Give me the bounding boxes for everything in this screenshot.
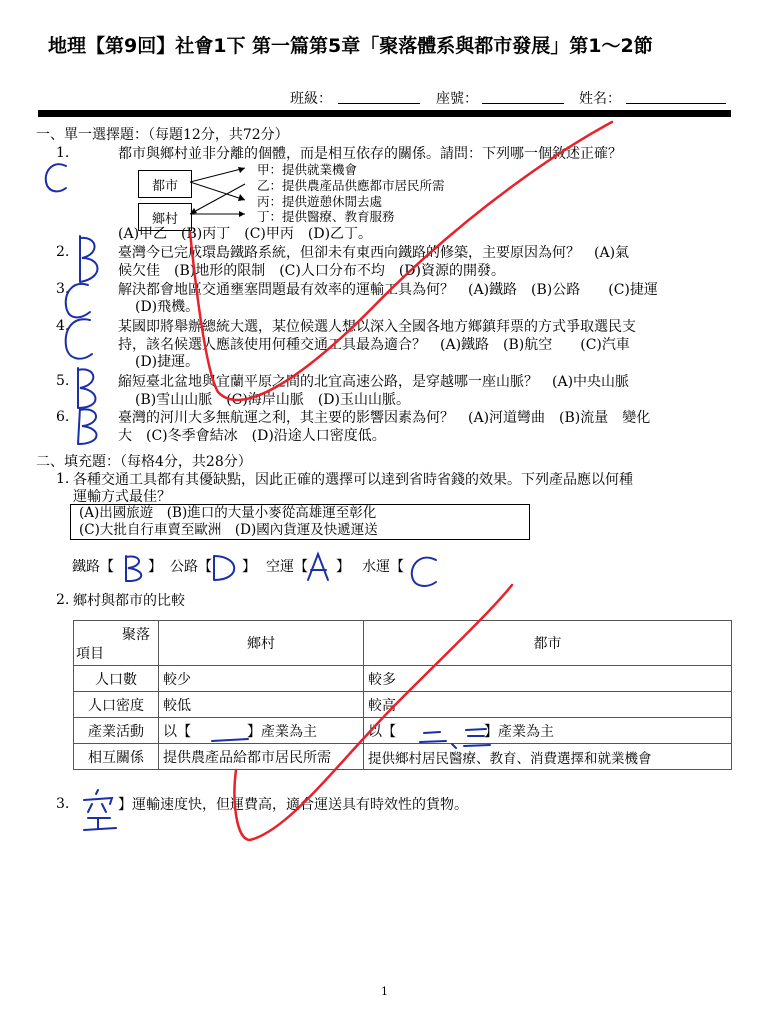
diagram-item-ding: 丁：提供醫療、教育服務 <box>257 209 395 224</box>
handwritten-answer-primary <box>212 739 248 741</box>
seat-label: 座號： <box>436 91 478 107</box>
corner-header-item: 項目 <box>76 646 104 662</box>
fill-air-label: 空運【 <box>266 559 308 575</box>
urban-cell: 提供鄉村居民醫療、教育、消費選擇和就業機會 <box>364 744 732 770</box>
corner-header-settlement: 聚落 <box>122 627 150 643</box>
handwritten-answer-q2 <box>80 236 98 282</box>
urban-cell: 較多 <box>364 666 732 692</box>
fill-q2-number: 2. <box>56 592 70 608</box>
q4-number: 4. <box>56 318 70 334</box>
q3-line1: 解決都會地區交通壅塞問題最有效率的運輸工具為何？ (A)鐵路 (B)公路 (C)捷運 <box>118 282 658 298</box>
q5-line1: 縮短臺北盆地與宜蘭平原之間的北宜高速公路，是穿越哪一座山脈？ (A)中央山脈 <box>118 374 630 390</box>
diagram-city-box: 都市 <box>138 170 192 198</box>
fill-q3-number: 3. <box>56 796 70 812</box>
urban-industry-pre: 以【 <box>368 723 396 740</box>
q6-number: 6. <box>56 409 70 425</box>
diagram-village-box: 鄉村 <box>138 203 192 231</box>
handwritten-answer-q1 <box>46 164 66 191</box>
urban-industry-post: 】產業為主 <box>484 723 554 740</box>
handwritten-answer-q3 <box>66 284 90 317</box>
fill-q1-option-line2: (C)大批自行車賣至歐洲 (D)國內貨運及快遞運送 <box>79 522 378 538</box>
section1-heading: 一、單一選擇題：（每題12分，共72分） <box>36 127 289 143</box>
fill-road-close: 】 <box>242 559 256 575</box>
q1-options: (A)甲乙 (B)丙丁 (C)甲丙 (D)乙丁。 <box>118 226 373 242</box>
q1-text: 都市與鄉村並非分離的個體，而是相互依存的關係。請問：下列哪一個敘述正確？ <box>118 146 622 162</box>
fill-q2-text: 鄉村與都市的比較 <box>73 593 185 609</box>
q5-line2: (B)雪山山脈 (C)海岸山脈 (D)玉山山脈。 <box>135 392 410 408</box>
rural-cell: 較少 <box>159 666 364 692</box>
row-item: 人口數 <box>74 666 159 692</box>
table-header-rural: 鄉村 <box>159 621 364 666</box>
fill-q1-number: 1. <box>56 471 70 487</box>
q2-line2: 候欠佳 (B)地形的限制 (C)人口分布不均 (D)資源的開發。 <box>118 263 505 279</box>
q6-line1: 臺灣的河川大多無航運之利，其主要的影響因素為何？ (A)河道彎曲 (B)流量 變化 <box>118 410 651 426</box>
fill-rail-close: 】 <box>148 559 162 575</box>
q3-line2: (D)飛機。 <box>135 299 200 315</box>
q5-number: 5. <box>56 373 70 389</box>
page-title: 地理【第9回】社會1下 第一篇第5章「聚落體系與都市發展」第1〜2節 <box>48 35 653 57</box>
handwritten-answer-q4 <box>66 319 92 358</box>
class-label: 班級： <box>290 91 332 107</box>
q6-line2: 大 (C)冬季會結冰 (D)沿途人口密度低。 <box>118 428 386 444</box>
page-number: 1 <box>381 985 388 998</box>
handwritten-answer-road <box>214 556 234 580</box>
q3-number: 3. <box>56 281 70 297</box>
handwritten-answer-water <box>412 558 436 586</box>
table-header-urban: 都市 <box>364 621 732 666</box>
diagram-item-yi: 乙：提供農產品供應都市居民所需 <box>257 178 445 193</box>
rural-cell: 較低 <box>159 692 364 718</box>
handwritten-answer-air <box>308 554 328 580</box>
q4-line1: 某國即將舉辦總統大選，某位候選人想以深入全國各地方鄉鎮拜票的方式爭取選民支 <box>118 319 636 335</box>
fill-q3-text: 】運輸速度快，但運費高，適合運送具有時效性的貨物。 <box>118 797 468 813</box>
q4-line2: 持，該名候選人應該使用何種交通工具最為適合？ (A)鐵路 (B)航空 (C)汽車 <box>118 337 630 353</box>
q1-number: 1. <box>56 145 70 161</box>
name-label: 姓名： <box>579 91 621 107</box>
diagram-item-bing: 丙：提供遊憩休閒去處 <box>257 194 383 209</box>
fill-q1-line2: 運輸方式最佳？ <box>73 489 171 505</box>
handwritten-answer-q3-fill <box>84 790 116 830</box>
fill-water-label: 水運【 <box>362 559 404 575</box>
diagram-item-jia: 甲：提供就業機會 <box>257 162 358 177</box>
row-item: 人口密度 <box>74 692 159 718</box>
q2-line1: 臺灣今已完成環島鐵路系統，但卻未有東西向鐵路的修築，主要原因為何？ (A)氣 <box>118 245 630 261</box>
fill-road-label: 公路【 <box>170 559 212 575</box>
handwritten-answer-rail <box>126 556 141 581</box>
rural-cell: 提供農產品給都市居民所需 <box>159 744 364 770</box>
handwritten-answer-q5 <box>78 368 96 408</box>
fill-q1-line1: 各種交通工具都有其優缺點，因此正確的選擇可以達到省時省錢的效果。下列產品應以何種 <box>73 472 633 488</box>
fill-q1-option-line1: (A)出國旅遊 (B)進口的大量小麥從高雄運至彰化 <box>79 505 377 521</box>
section2-heading: 二、填充題：（每格4分，共28分） <box>36 454 252 470</box>
red-check-mark-upper <box>190 122 612 400</box>
fill-air-close: 】 <box>336 559 350 575</box>
rural-industry-pre: 以【 <box>163 723 191 740</box>
q4-line3: (D)捷運。 <box>135 354 200 370</box>
q2-number: 2. <box>56 244 70 260</box>
fill-rail-label: 鐵路【 <box>72 559 114 575</box>
red-check-mark-lower <box>235 585 512 840</box>
handwritten-answer-secondary-tertiary <box>420 729 490 748</box>
row-item: 相互關係 <box>74 744 159 770</box>
urban-cell: 較高 <box>364 692 732 718</box>
row-item: 產業活動 <box>74 718 159 744</box>
handwritten-answer-q6 <box>78 408 97 444</box>
rural-industry-post: 】產業為主 <box>247 723 317 740</box>
